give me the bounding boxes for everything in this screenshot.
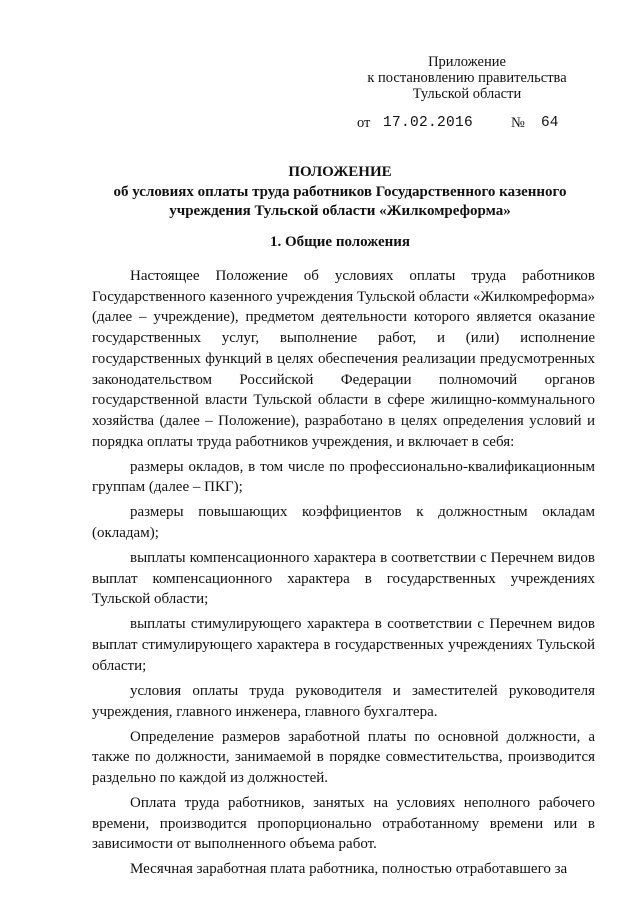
paragraph-intro: Настоящее Положение об условиях оплаты труда работников Государственного казенного учреждения Тульской области «Жилкомреформа» (далее – учреждение), предметом деятельности которого является оказание государственных услуг, выполнение работ, и (или) исполнение государственных функций в целях обеспечения реализации предусмотренных законодательством Российской Федерации полномочий органов государственной власти Тульской области в сфере жилищно-коммунального хозяйства (далее – Положение), разработано в целях определения условий и порядка оплаты труда работников учреждения, и включает в себя: [92,268,595,450]
paragraph-part-time: Оплата труда работников, занятых на условиях неполного рабочего времени, производится пропорционально отработанному времени или в зависимости от выполненного объема работ. [92,794,595,853]
paragraph-main-position: Определение размеров заработной платы по основной должности, а также по должности, занимаемой в порядке совместительства, производится раздельно по каждой из должностей. [92,728,595,786]
appendix-line-3: Тульской области [412,86,522,102]
document-reference [357,115,597,132]
document-title [60,163,620,222]
document-number: 64 [541,115,559,131]
paragraph-monthly-pay: Месячная заработная плата работника, полностью отработавшего за [130,861,568,878]
appendix-block [352,54,582,102]
appendix-line-2: к постановлению правительства [367,70,567,86]
title-line-2: учреждения Тульской области «Жилкомреформа» [169,203,511,219]
number-sign: № [511,115,525,131]
document-date: 17.02.2016 [383,115,474,131]
appendix-line-1: Приложение [428,54,506,70]
list-item-coefficients: размеры повышающих коэффициентов к должностным окладам (окладам); [92,504,595,542]
list-item-salaries: размеры окладов, в том числе по профессионально-квалификационным группам (далее – ПКГ); [92,458,595,496]
date-prefix: от [357,115,371,131]
title-heading: ПОЛОЖЕНИЕ [288,164,392,180]
document-body [92,266,595,880]
list-item-compensation: выплаты компенсационного характера в соответствии с Перечнем видов выплат компенсационного характера в государственных учреждениях Тульской области; [92,550,595,608]
section-heading: 1. Общие положения [269,234,411,250]
list-item-incentive: выплаты стимулирующего характера в соответствии с Перечнем видов выплат стимулирующего характера в государственных учреждениях Тульской области; [92,616,595,674]
title-line-1: об условиях оплаты труда работников Государственного казенного [113,183,567,200]
list-item-management-pay: условия оплаты труда руководителя и заместителей руководителя учреждения, главного инженера, главного бухгалтера. [92,682,595,720]
